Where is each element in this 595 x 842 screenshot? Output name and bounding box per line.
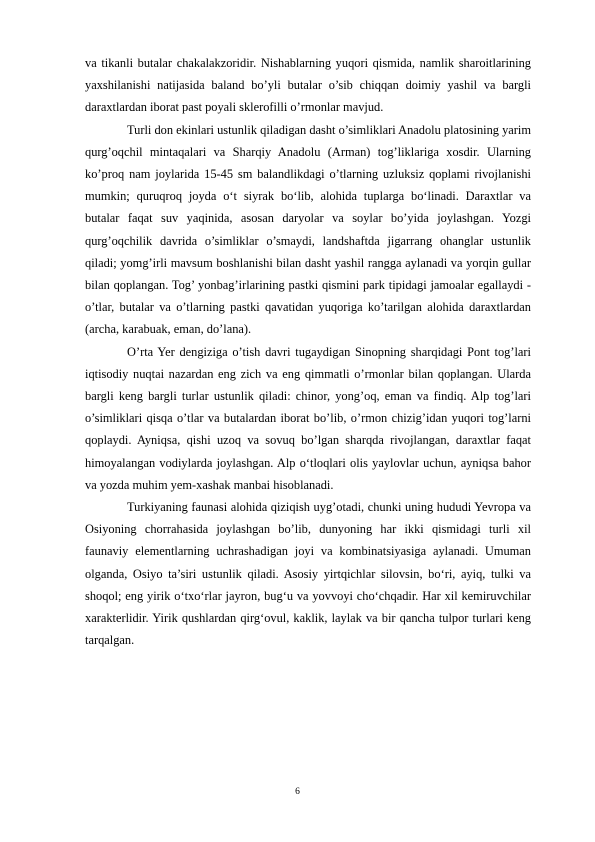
paragraph-steppe-vegetation: Turli don ekinlari ustunlik qiladigan dasht o’simliklari Anadolu platosining yarim qurg’oqchil mintaqalari va Sharqiy Anadolu (Arman) tog’liklariga xosdir. Ularning ko’proq nam joylarida 15-45 sm balandlikdagi o’tlarning uzluksiz qoplami rivojlanishi mumkin; quruqroq joyda o‘t siyrak bo‘lib, alohida tuplarga bo‘linadi. Daraxtlar va butalar faqat suv yaqinida, asosan daryolar va soylar bo’yida joylashgan. Yozgi qurg’oqchilik davrida o’simliklar o’smaydi, landshaftda jigarrang ohanglar ustunlik qiladi; yomg’irli mavsum boshlanishi bilan dasht yashil rangga aylanadi va yorqin gullar bilan qoplangan. Tog’ yonbag’irlarining pastki qismini park tipidagi jamoalar egallaydi - o’tlar, butalar va o’tlarning pastki qavatidan yuqoriga ko’tarilgan alohida daraxtlardan (archa, karabuak, eman, do’lana). <box>85 122 531 337</box>
paragraph-fauna: Turkiyaning faunasi alohida qiziqish uyg’otadi, chunki uning hududi Yevropa va Osiyoning chorrahasida joylashgan bo’lib, dunyoning har ikki qismidagi turli xil faunaviy elementlarning uchrashadigan joyi va kombinatsiyasiga aylanadi. Umuman olganda, Osiyo ta’siri ustunlik qiladi. Asosiy yirtqichlar silovsin, bo‘ri, ayiq, tulki va shoqol; eng yirik o‘txo‘rlar jayron, bug‘u va yovvoyi cho‘chqadir. Har xil kemiruvchilar xarakterlidir. Yirik qushlardan qirg‘ovul, kaklik, laylak va bir qancha tulpor turlari keng tarqalgan. <box>85 500 531 648</box>
document-page <box>85 52 531 651</box>
paragraph-continuation: va tikanli butalar chakalakzoridir. Nishablarning yuqori qismida, namlik sharoitlarining yaxshilanishi natijasida baland bo’yli butalar o’sib chiqqan doimiy yashil va bargli daraxtlardan iborat past poyali sklerofilli o’rmonlar mavjud. <box>85 56 531 115</box>
paragraph-pontic-forests: O’rta Yer dengiziga o’tish davri tugaydigan Sinopning sharqidagi Pont tog’lari iqtisodiy nuqtai nazardan eng zich va eng qimmatli o’rmonlar bilan qoplangan. Ularda bargli keng bargli turlar ustunlik qiladi: chinor, yong’oq, eman va findiq. Alp tog’lari o’simliklari qisqa o’tlar va butalardan iborat bo’lib, o’rmon chizig’idan yuqori tog’larni qoplaydi. Ayniqsa, qishi uzoq va sovuq bo’lgan sharqda rivojlangan, daraxtlar faqat himoyalangan vodiylarda joylashgan. Alp o‘tloqlari olis yaylovlar uchun, ayniqsa bahor va yozda muhim yem-xashak manbai hisoblanadi. <box>85 344 531 492</box>
page-number: 6 <box>295 787 300 797</box>
